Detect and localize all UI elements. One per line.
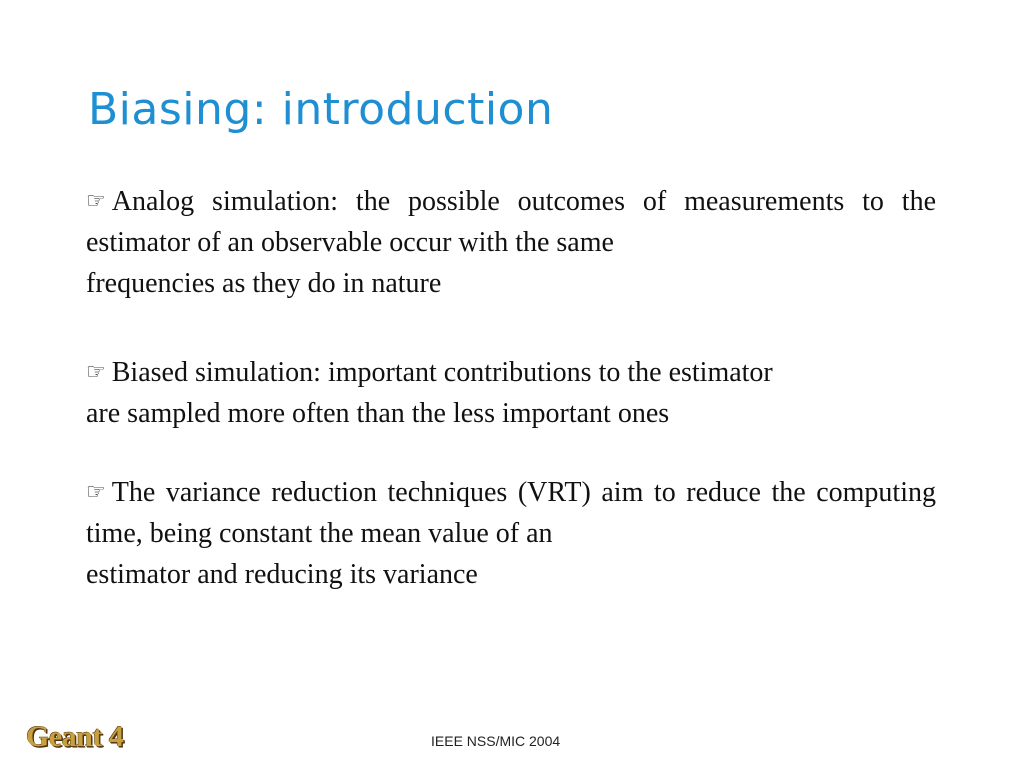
pointing-hand-icon: ☞	[86, 480, 106, 505]
pointing-hand-icon: ☞	[86, 189, 106, 214]
bullet-text-line: estimator and reducing its variance	[86, 559, 478, 590]
bullet-variance-reduction	[86, 472, 936, 595]
slide-title: Biasing: introduction	[88, 84, 554, 135]
bullet-analog-simulation	[86, 181, 936, 304]
geant4-logo: Geant 4	[26, 720, 124, 753]
pointing-hand-icon: ☞	[86, 360, 106, 385]
bullet-text-line: are sampled more often than the less important ones	[86, 398, 670, 429]
footer-conference: IEEE NSS/MIC 2004	[431, 733, 561, 749]
bullet-text-line: Biased simulation: important contributions to the estimator	[111, 357, 773, 388]
bullet-text-line: Analog simulation: the possible outcomes of measurements to the estimator of an observable occur with the same	[86, 186, 936, 258]
bullet-biased-simulation	[86, 352, 946, 434]
bullet-text-line: frequencies as they do in nature	[86, 268, 442, 299]
bullet-text-line: The variance reduction techniques (VRT) aim to reduce the computing time, being constant the mean value of an	[86, 477, 936, 549]
